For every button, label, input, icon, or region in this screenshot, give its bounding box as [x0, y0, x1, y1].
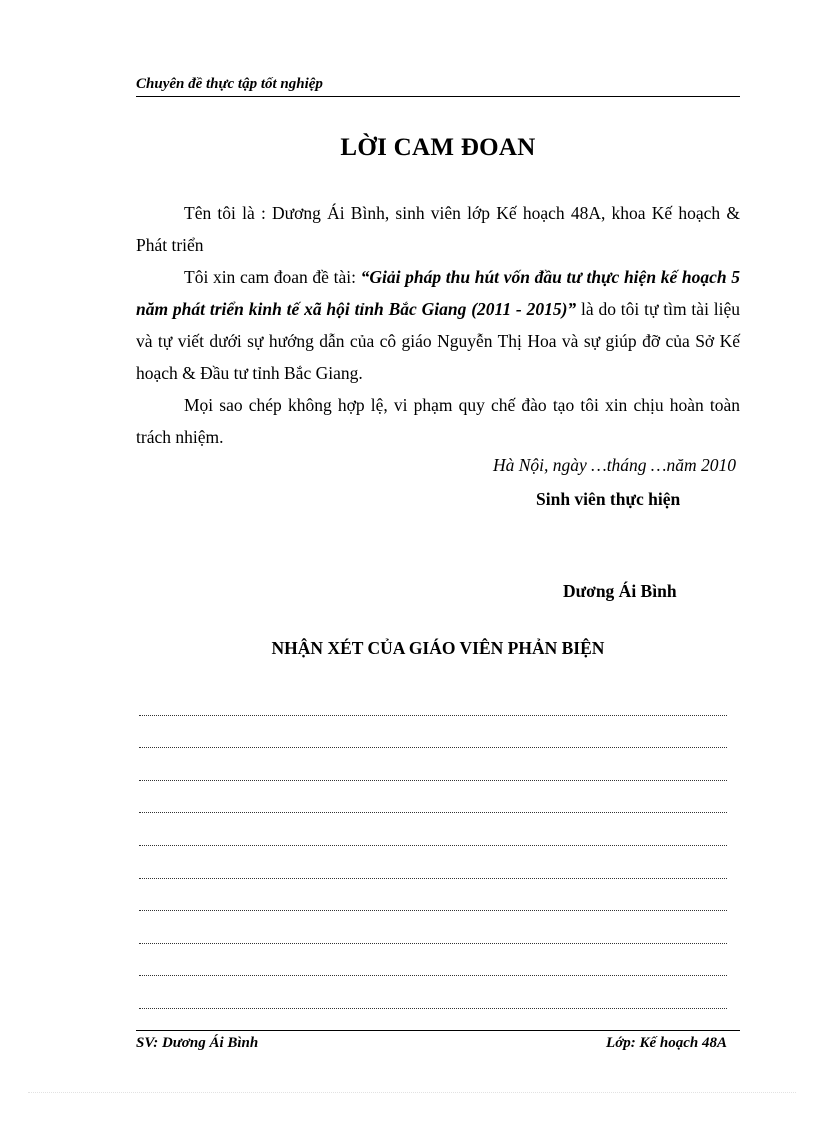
paragraph-topic	[136, 261, 740, 389]
blank-comment-line	[139, 976, 727, 1009]
signer-name: Dương Ái Bình	[563, 581, 677, 601]
footer-student: SV: Dương Ái Bình	[136, 1035, 259, 1051]
footer-class: Lớp: Kế hoạch 48A	[606, 1035, 727, 1051]
paragraph-responsibility: Mọi sao chép không hợp lệ, vi phạm quy chế đào tạo tôi xin chịu hoàn toàn trách nhiệm.	[136, 395, 740, 447]
blank-comment-line	[139, 879, 727, 912]
blank-comment-line	[139, 716, 727, 749]
review-section-title: NHẬN XÉT CỦA GIÁO VIÊN PHẢN BIỆN	[271, 638, 605, 658]
thesis-topic: “Giải pháp thu hút vốn đầu tư thực hiện kế hoạch 5 năm phát triển kinh tế xã hội tỉnh Bắc Giang (2011 - 2015)”	[136, 267, 740, 319]
topic-rest: là do tôi tự tìm tài liệu và tự viết dưới sự hướng dẫn của cô giáo Nguyễn Thị Hoa và sự giúp đỡ của Sở Kế hoạch & Đầu tư tỉnh Bắc Giang.	[136, 299, 741, 383]
blank-comment-line	[139, 813, 727, 846]
signer-role: Sinh viên thực hiện	[536, 489, 681, 509]
page-edge-line	[28, 1092, 796, 1093]
header-divider	[136, 96, 740, 97]
running-header: Chuyên đề thực tập tốt nghiệp	[136, 76, 323, 92]
page-title: LỜI CAM ĐOAN	[340, 134, 536, 161]
review-blank-lines	[139, 683, 727, 1009]
blank-comment-line	[139, 683, 727, 716]
blank-comment-line	[139, 944, 727, 977]
footer-divider	[136, 1030, 740, 1031]
blank-comment-line	[139, 781, 727, 814]
declaration-body	[136, 197, 740, 453]
blank-comment-line	[139, 911, 727, 944]
paragraph-intro: Tên tôi là : Dương Ái Bình, sinh viên lớp Kế hoạch 48A, khoa Kế hoạch & Phát triển	[136, 203, 740, 255]
date-place-line: Hà Nội, ngày …tháng …năm 2010	[492, 455, 736, 475]
blank-comment-line	[139, 846, 727, 879]
topic-lead: Tôi xin cam đoan đề tài:	[184, 267, 361, 287]
blank-comment-line	[139, 748, 727, 781]
